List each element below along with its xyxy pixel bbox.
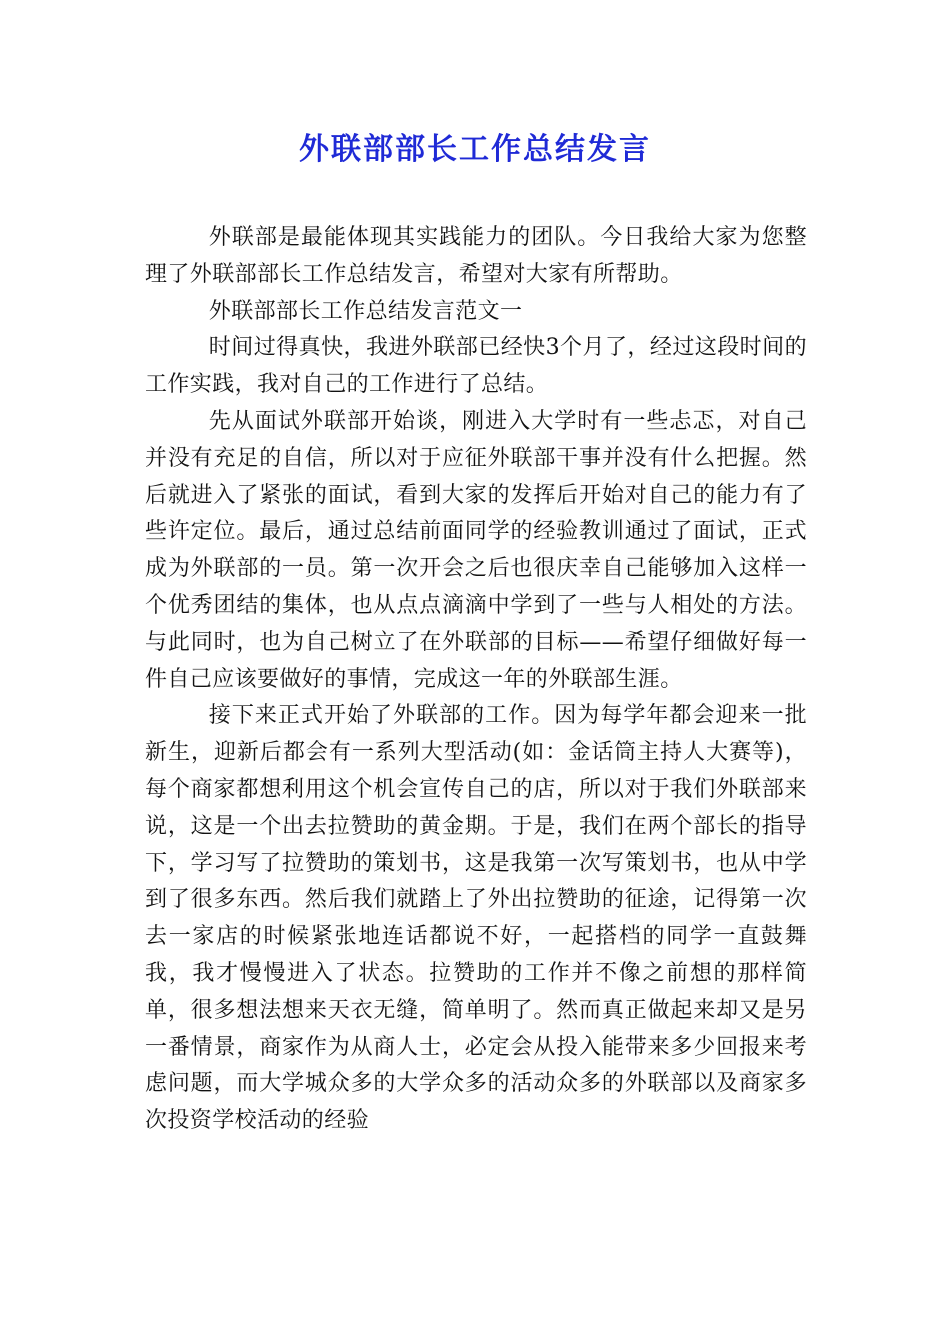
paragraph-time: 时间过得真快，我进外联部已经快3个月了，经过这段时间的工作实践，我对自己的工作进行了总结。: [145, 335, 807, 398]
paragraph-subheading: 外联部部长工作总结发言范文一: [208, 298, 523, 324]
paragraph-sponsorship: 接下来正式开始了外联部的工作。因为每学年都会迎来一批新生，迎新后都会有一系列大型活动(如：金话筒主持人大赛等)，每个商家都想利用这个机会宣传自己的店，所以对于我们外联部来说，这是一个出去拉赞助的黄金期。于是，我们在两个部长的指导下，学习写了拉赞助的策划书，这是我第一次写策划书，也从中学到了很多东西。然后我们就踏上了外出拉赞助的征途，记得第一次去一家店的时候紧张地连话都说不好，一起搭档的同学一直鼓舞我，我才慢慢进入了状态。拉赞助的工作并不像之前想的那样简单，很多想法想来天衣无缝，简单明了。然而真正做起来却又是另一番情景，商家作为从商人士，必定会从投入能带来多少回报来考虑问题，而大学城众多的大学众多的活动众多的外联部以及商家多次投资学校活动的经验: [145, 703, 807, 1134]
document-body: [145, 220, 807, 1140]
paragraph-interview: 先从面试外联部开始谈，刚进入大学时有一些忐忑，对自己并没有充足的自信，所以对于应征外联部干事并没有什么把握。然后就进入了紧张的面试，看到大家的发挥后开始对自己的能力有了些许定位。最后，通过总结前面同学的经验教训通过了面试，正式成为外联部的一员。第一次开会之后也很庆幸自己能够加入这样一个优秀团结的集体，也从点点滴滴中学到了一些与人相处的方法。与此同时，也为自己树立了在外联部的目标——希望仔细做好每一件自己应该要做好的事情，完成这一年的外联部生涯。: [145, 408, 807, 692]
paragraph-intro: 外联部是最能体现其实践能力的团队。今日我给大家为您整理了外联部部长工作总结发言，希望对大家有所帮助。: [145, 225, 807, 287]
document-title: 外联部部长工作总结发言: [299, 132, 651, 167]
